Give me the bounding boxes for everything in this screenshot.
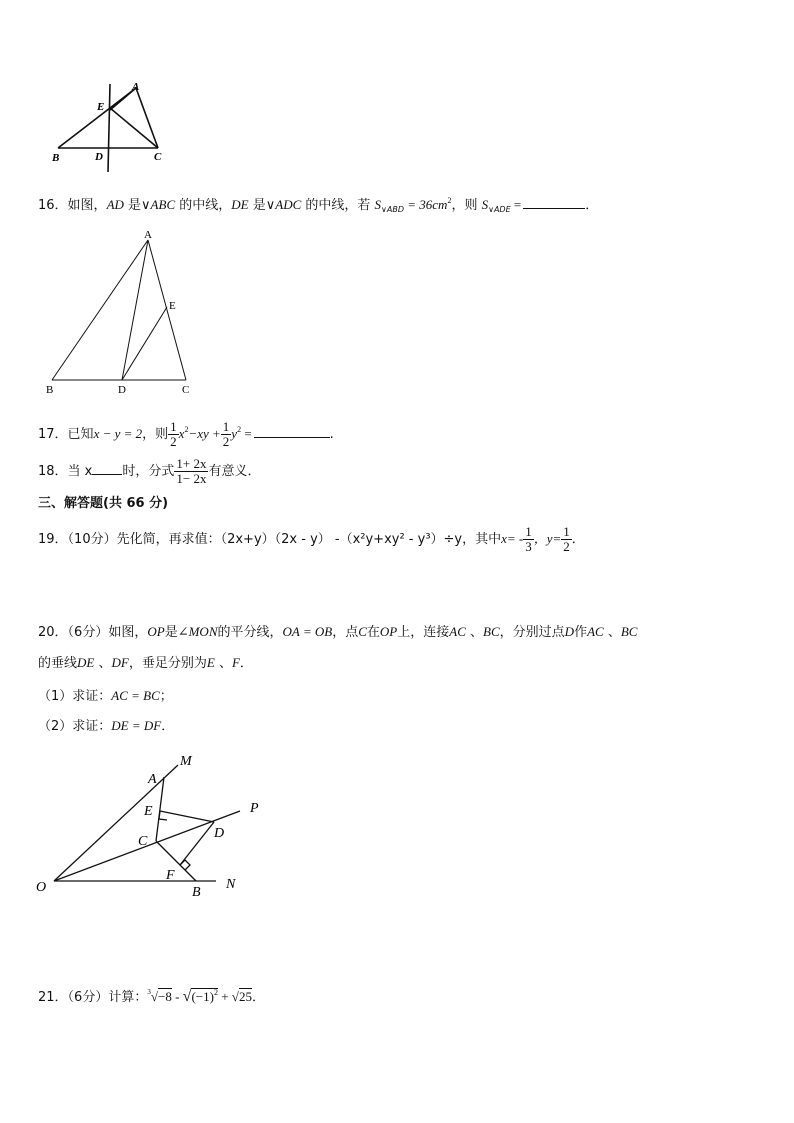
- fig20-label-F: F: [166, 868, 175, 883]
- fig20-label-M: M: [180, 754, 192, 769]
- fig20-label-B: B: [192, 885, 201, 900]
- question-20-part-2: （2）求证：DE = DF．: [38, 718, 175, 734]
- figure-q20: [30, 745, 280, 905]
- figure-q16: [40, 225, 210, 400]
- fig16-label-B: B: [46, 384, 54, 396]
- fig16-label-D: D: [118, 384, 126, 396]
- question-19: 19．（10分）先化简，再求值：（2x+y）（2x - y） -（x²y+xy² - y³）÷y，其中x= - $\frac{1}{3}$ ，y= $\frac{1}{2}$ ．: [38, 524, 585, 554]
- figure-q15: [50, 78, 180, 178]
- fig16-label-C: C: [182, 384, 190, 396]
- fig20-label-O: O: [36, 880, 47, 895]
- question-16: 16．如图，AD 是∨ABC 的中线，DE 是∨ADC 的中线，若 $S_{\vee ABD} = 36cm^2$，则 $S_{\vee ADE}$ = ．: [38, 196, 599, 214]
- fig15-label-E: E: [97, 101, 105, 113]
- fig15-label-B: B: [52, 152, 60, 164]
- question-18: 18．当 x 时，分式 $\frac{1+ 2x}{1- 2x}$ 有意义．: [38, 456, 261, 486]
- section-3-heading: 三、解答题(共 66 分): [38, 496, 169, 511]
- question-20-part-1: （1）求证：AC = BC；: [38, 688, 173, 704]
- q16-number: 16．: [38, 198, 68, 213]
- fig20-label-E: E: [144, 804, 153, 819]
- fig20-label-N: N: [226, 877, 236, 892]
- fig15-label-A: A: [132, 81, 140, 93]
- cube-root-expression: $^3$√−8: [147, 988, 172, 1004]
- question-21: 21．（6分）计算：$^3√-8 - √(-1)^2 + √25$．: [38, 988, 265, 1005]
- question-17: 17．已知x − y = 2，则 $\frac{1}{2}$ $x^2-xy$ + $\frac{1}{2}$ $y^2$ = .: [38, 419, 334, 449]
- fig16-label-A: A: [144, 229, 152, 241]
- sqrt-expression: $√(-1)^2$: [182, 988, 218, 1005]
- sqrt-25-expression: √25: [231, 989, 252, 1004]
- question-20-line-2: 的垂线DE 、DF，垂足分别为E 、F．: [38, 655, 253, 671]
- fig20-label-D: D: [214, 826, 225, 841]
- answer-blank-18[interactable]: [92, 462, 122, 475]
- fig16-label-E: E: [169, 300, 176, 312]
- fig15-label-D: D: [95, 151, 103, 163]
- fig20-label-A: A: [148, 772, 157, 787]
- fig15-label-C: C: [154, 151, 162, 163]
- fig20-label-C: C: [138, 834, 148, 849]
- fig20-label-P: P: [250, 801, 259, 816]
- answer-blank-17[interactable]: [254, 425, 330, 438]
- question-20-line-1: 20．（6分）如图，OP是∠MON的平分线，OA = OB，点C在OP上，连接AC 、BC，分别过点D作AC 、BC: [38, 624, 638, 640]
- answer-blank-16[interactable]: [523, 196, 585, 209]
